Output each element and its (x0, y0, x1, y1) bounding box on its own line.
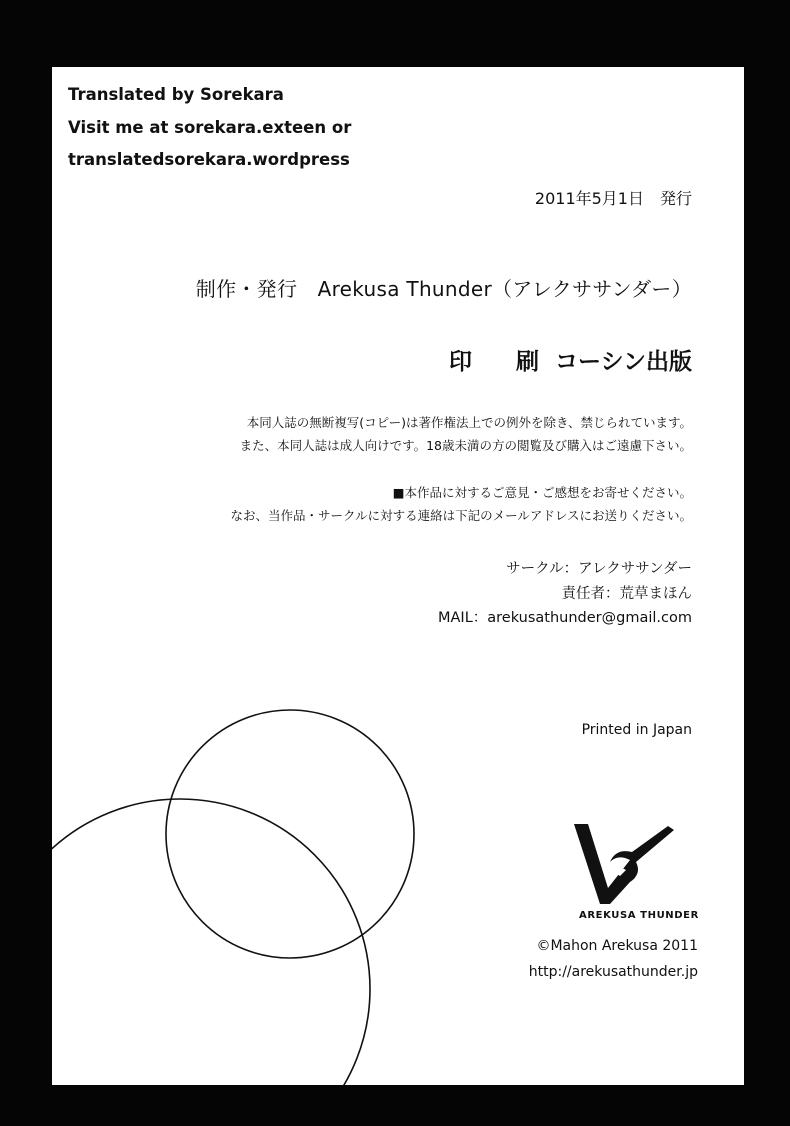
colophon-page (52, 67, 744, 1085)
circle-name: サークル：アレクササンダー (506, 561, 692, 577)
contact-info (438, 557, 692, 631)
responsible-person: 責任者：荒草まほん (561, 585, 692, 602)
printed-in-japan: Printed in Japan (581, 722, 692, 738)
copyright-block (529, 933, 698, 985)
copy-notice-line-1: 本同人誌の無断複写(コピー)は著作権法上での例外を除き、禁じられています。 (246, 415, 692, 430)
feedback-notice (230, 481, 692, 527)
copyright-notice (240, 411, 692, 457)
translator-credits (68, 79, 351, 177)
printer-line (449, 343, 692, 376)
website-url: http://arekusathunder.jp (528, 964, 698, 980)
feedback-line-1: ■本作品に対するご意見・ご感想をお寄せください。 (392, 485, 692, 500)
copy-notice-line-2: また、本同人誌は成人向けです。18歳未満の方の閲覧及び購入はご遠慮下さい。 (239, 438, 692, 453)
large-circle (52, 799, 370, 1085)
mail-address: MAIL：arekusathunder@gmail.com (437, 610, 692, 626)
credit-line-3: translatedsorekara.wordpress (68, 150, 350, 169)
printer-label-2: 刷 (516, 349, 540, 375)
publisher-line: 制作・発行 Arekusa Thunder（アレクササンダー） (195, 277, 692, 301)
publish-date: 2011年5月1日 発行 (534, 189, 692, 208)
printer-name: コーシン出版 (555, 349, 692, 375)
feedback-line-2: なお、当作品・サークルに対する連絡は下記のメールアドレスにお送りください。 (230, 508, 692, 523)
credit-line-2: Visit me at sorekara.exteen or (68, 117, 352, 137)
arekusa-thunder-logo-icon (570, 822, 690, 911)
credit-line-1: Translated by Sorekara (68, 85, 284, 104)
copyright-line: ©Mahon Arekusa 2011 (536, 938, 698, 954)
logo-text: AREKUSA THUNDER (579, 910, 699, 921)
printer-label-1: 印 (449, 349, 473, 375)
